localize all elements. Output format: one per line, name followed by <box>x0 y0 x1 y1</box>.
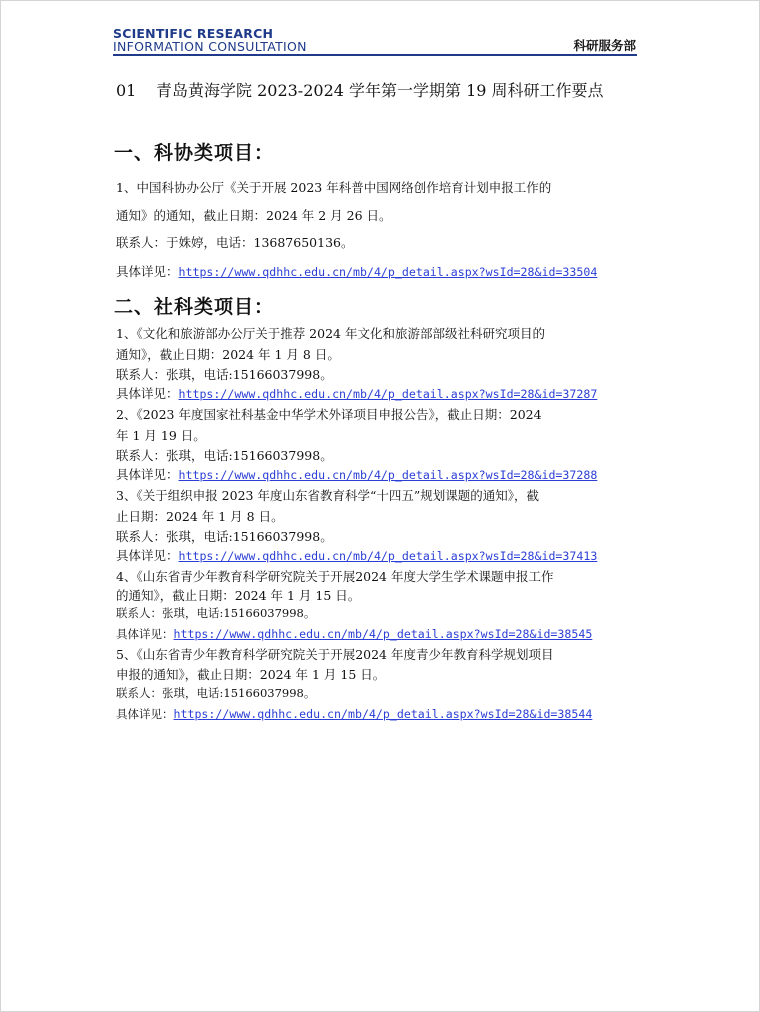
s2-item2-line1: 2、《2023 年度国家社科基金中华学术外译项目申报公告》，截止日期：2024 <box>116 407 542 422</box>
s2-item5-detail <box>116 706 592 722</box>
department-label: 科研服务部 <box>573 38 636 53</box>
header-divider <box>113 54 637 56</box>
s1-item1-contact: 联系人：于姝婷，电话：13687650136。 <box>116 235 354 250</box>
s1-item1-line2: 通知》的通知，截止日期：2024 年 2 月 26 日。 <box>116 208 392 223</box>
brand-logo-text <box>113 27 307 53</box>
detail-link[interactable]: https://www.qdhhc.edu.cn/mb/4/p_detail.aspx?wsId=28&id=33504 <box>178 265 598 279</box>
s2-item3-line1: 3、《关于组织申报 2023 年度山东省教育科学“十四五”规划课题的通知》，截 <box>116 488 539 503</box>
detail-label: 具体详见： <box>116 467 179 482</box>
s2-item2-line2: 年 1 月 19 日。 <box>116 428 206 443</box>
s2-item3-contact: 联系人：张琪，电话:15166037998。 <box>116 529 333 544</box>
s2-item1-line2: 通知》，截止日期：2024 年 1 月 8 日。 <box>116 347 340 362</box>
section-heading-2: 二、社科类项目： <box>114 296 275 318</box>
s2-item4-line1: 4、《山东省青少年教育科学研究院关于开展2024 年度大学生学术课题申报工作 <box>116 569 554 584</box>
detail-link[interactable]: https://www.qdhhc.edu.cn/mb/4/p_detail.aspx?wsId=28&id=37413 <box>178 549 598 563</box>
page-title <box>116 78 604 101</box>
title-text: 青岛黄海学院 2023-2024 学年第一学期第 19 周科研工作要点 <box>156 81 604 100</box>
detail-link[interactable]: https://www.qdhhc.edu.cn/mb/4/p_detail.aspx?wsId=28&id=38545 <box>173 627 593 641</box>
s2-item4-contact: 联系人：张琪，电话:15166037998。 <box>116 606 316 620</box>
detail-link[interactable]: https://www.qdhhc.edu.cn/mb/4/p_detail.aspx?wsId=28&id=37288 <box>178 468 598 482</box>
s2-item1-detail <box>116 384 597 402</box>
brand-line-2: INFORMATION CONSULTATION <box>113 39 307 54</box>
s1-item1-line1: 1、中国科协办公厅《关于开展 2023 年科普中国网络创作培育计划申报工作的 <box>116 180 552 195</box>
s2-item5-contact: 联系人：张琪，电话:15166037998。 <box>116 686 316 700</box>
brand-line-1: SCIENTIFIC RESEARCH <box>113 26 274 41</box>
detail-label: 具体详见： <box>116 707 174 721</box>
s2-item5-line2: 申报的通知》，截止日期：2024 年 1 月 15 日。 <box>116 667 386 682</box>
s2-item3-line2: 止日期：2024 年 1 月 8 日。 <box>116 509 284 524</box>
detail-label: 具体详见： <box>116 264 179 279</box>
s2-item4-line2: 的通知》，截止日期：2024 年 1 月 15 日。 <box>116 588 361 603</box>
s2-item1-contact: 联系人：张琪，电话:15166037998。 <box>116 367 333 382</box>
section-heading-1: 一、科协类项目： <box>114 142 275 164</box>
s2-item5-line1: 5、《山东省青少年教育科学研究院关于开展2024 年度青少年教育科学规划项目 <box>116 647 554 662</box>
s2-item4-detail <box>116 626 592 642</box>
s1-item1-detail <box>116 262 597 280</box>
detail-link[interactable]: https://www.qdhhc.edu.cn/mb/4/p_detail.aspx?wsId=28&id=38544 <box>173 707 593 721</box>
title-number: 01 <box>116 81 137 100</box>
detail-link[interactable]: https://www.qdhhc.edu.cn/mb/4/p_detail.aspx?wsId=28&id=37287 <box>178 387 598 401</box>
detail-label: 具体详见： <box>116 548 179 563</box>
s2-item1-line1: 1、《文化和旅游部办公厅关于推荐 2024 年文化和旅游部部级社科研究项目的 <box>116 326 545 341</box>
s2-item2-detail <box>116 465 597 483</box>
s2-item3-detail <box>116 546 597 564</box>
s2-item2-contact: 联系人：张琪，电话:15166037998。 <box>116 448 333 463</box>
detail-label: 具体详见： <box>116 386 179 401</box>
detail-label: 具体详见： <box>116 627 174 641</box>
